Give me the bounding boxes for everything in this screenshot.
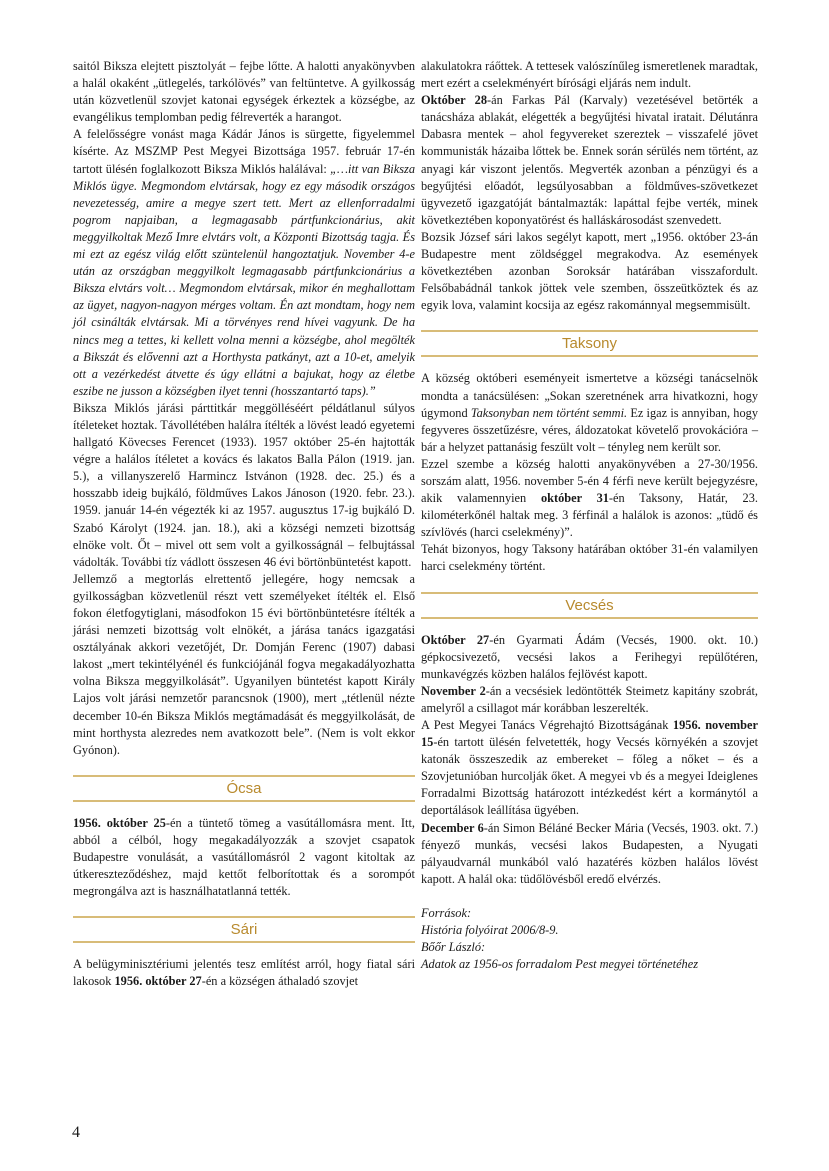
divider [73,941,415,943]
right-column [421,58,758,973]
paragraph-ocsa [73,815,415,900]
paragraph [421,632,758,683]
left-column [73,58,415,991]
section-header-vecses [421,592,758,619]
section-header-ocsa [73,775,415,802]
sources-block [421,905,758,973]
paragraph [421,456,758,541]
paragraph-text: -án Farkas Pál (Karvaly) vezetésével betörték a tanácsháza ablakát, elégették a begyűjtési hivatal iratait. Délutánra Dabasra mentek – ahol fegyvereket szereztek – visszafelé jövet kommunisták házaiba lőttek be. Ennek során sérülés nem történt, az anyagi kár viszont jelentős. Megverték azonban a pénzügyi és a begyűjtési előadót, legsúlyosabban a földműves-szövetkezet ügyvezető igazgatóját bántalmazták: lapáttal fejbe verték, minek következtében koponyatörést és halláskárosodást szenvedett. [421,93,758,227]
paragraph-text: A község októberi eseményeit ismertetve a községi tanácselnök mondta a tanácsülésen: „Sokan szeretnének arra hivatkozni, hogy úgymond [421,371,758,420]
paragraph-text: -én a tüntető tömeg a vasútállomásra ment. Itt, abból a célból, hogy megakadályozzák a szovjet csapatok Budapestre vonulását, a vasútállomásról 2 vagont kitoltak az útkereszteződéshez, majd kettőt felborítottak és a sorompót megrongálva azt is használhatatlanná tették. [73,815,415,899]
sources-label: Források: [421,905,472,920]
paragraph [421,820,758,888]
section-title: Ócsa [226,779,262,797]
paragraph-sari [73,956,415,990]
section-title: Sári [230,921,258,939]
divider [421,617,758,619]
paragraph-text: -án a vecsésiek ledöntötték Steimetz kapitány szobrát, amelyről a csillagot már korábban leszerelték. [421,683,758,715]
paragraph-kadar [73,126,415,400]
section-title: Taksony [561,335,618,353]
source-item: Bőőr László: [421,940,486,955]
section-header-sari [73,916,415,943]
paragraph-text: -én Taksony, Határ, 23. kilométerkőnél haltak meg. 3 férfinál a halálok is azonos: „tüdő és szívlövés (harci cselekmény)”. [421,491,758,540]
date-highlight: 1956. október 25 [73,815,166,830]
date-highlight: December 6 [421,820,484,835]
paragraph: Jellemző a megtorlás elrettentő jellegére, hogy nemcsak a gyilkosságban közvetlenül részt vett személyeket ítélték el. Első fokon életfogytiglani, másodfokon 15 évi börtönbüntetésre ítélték a járási nemzeti bizottság volt elnökét, a járása tanács igazgatási osztályának akkori vezetőjét, Dr. Domján Ferenc (1907) dabasi lakost „mert tekintélyénél és funkciójánál fogva megakadályozhatta volna Biksza meggyilkolását”. Ugyanilyen büntetést kapott Király Lajos volt járási nemzetőr parancsnok (1900), mert „tétlenül nézte december 10-én Biksza Miklós megtámadását és meggyilkolását, de mint horthysta alezredes nem avatkozott bele”. (Nem is volt ekkor Gyónon). [73,571,415,757]
paragraph: Biksza Miklós járási párttitkár meggölléséért példátlanul súlyos ítéleteket hoztak. Távollétében halálra ítélték a lövést leadó egyetemi hallgató Kövecses Ferencet (1933). 1957 október 25-én hajtották végre a halálos ítéletet a kovács és lakatos Balla Pálon (1919. jan. 5.), a villanyszerelő Harmincz Istvánon (1928. dec. 25.) és a hosszabb ideig bujkáló, földműves Lakos Jánoson (1920. febr. 23.). 1959. január 14-én végezték ki az 1957. augusztus 17-ig bujkáló D. Szabó Károlyt (1924. jan. 18.), aki a községi nemzeti bizottság elnöke volt. Őt – mivel ott sem volt a gyilkosságnál – felbujtással vádolták. További tíz vádlott összesen 46 évi börtönbüntetést kapott. [73,400,415,569]
paragraph [421,683,758,717]
party-meeting-quote: „…itt van Biksza Miklós ügye. Megmondom elvtársak, hogy ez egy második országos nevezetesség, amire a megye szert tett. Mert az ellenforradalmi pogrom napjaiban, a legmagasabb pártfunkcionárius, akit meggyilkoltak Mező Imre elvtárs volt, a Központi Bizottság tagja. És mi ezt az egész világ előtt szüntelenül hangoztatjuk. November 4-e után az országban meggyilkolt legmagasabb pártfunkcionárius a Biksza elvtárs volt… Megmondom elvtársak, mikor én meghallottam az ügyet, nagyon-nagyon mérges voltam. Én azt mondtam, hogy nem jól csinálták elvtársak. Mi a törvényes rend hívei vagyunk. De ha nincs meg a tettes, ki kellett volna menni a községbe, ahol megölték a Bikszát és elővenni azt a Horthysta patkányt, azt a 10-et, amelyik ott a vezérkedést átvette és úgy ellátni a bajukat, hogy az életbe eszibe ne jusson a községben ilyet tenni (hosszantartó taps).” [73,161,415,398]
date-highlight: október 31 [540,491,609,506]
divider [421,355,758,357]
paragraph: Bozsik József sári lakos segélyt kapott, mert „1956. október 23-án Budapestre ment zöldséggel megrakodva. Az események következtében azonban Soroksár határában visszafordult. Felsőbabádnál tankok jöttek vele szemben, összeütköztek és az egyik lova, valamint kocsija az egész rakománnyal megsemmisült. [421,229,758,313]
italic-phrase: Taksonyban nem történt semmi. [470,405,628,420]
paragraph [421,370,758,455]
paragraph [421,92,758,229]
section-title: Vecsés [565,596,614,614]
paragraph-text: Ezzel szembe a község halotti anyakönyvében a 27-30/1956. sorszám alatt, 1956. november 5-én 4 férfi neve került bejegyzésre, akik valamennyien [421,456,758,506]
paragraph [421,717,758,820]
paragraph-text: A belügyminisztériumi jelentés tesz említést arról, hogy fiatal sári lakosok [73,957,415,989]
paragraph-text: -én Gyarmati Ádám (Vecsés, 1900. okt. 10.) gépkocsivezető, vecsési lakos a Ferihegyi repülőtéren, munkavégzés közben halálos fejlövést kapott. [421,632,758,681]
paragraph-text: Ez igaz is annyiban, hogy fegyveres összetűzésre, véres, áldozatokat követelő provokációra – bár a helyzet pattanásig feszült volt – tényleg nem került sor. [421,405,758,454]
paragraph-text: -én tartott ülésén felvetették, hogy Vecsés környékén a szovjet katonák összeszedik az embereket – főleg a nőket – és a Szovjetunióban hurcolják őket. A megyei vb és a megyei Ideiglenes Forradalmi Bizottság határozott intézkedést kért a kormánytól a deportálások leállítása ügyében. [421,735,758,818]
paragraph-text: -án Simon Béláné Becker Mária (Vecsés, 1903. okt. 7.) fényező munkás, vecsési lakos Budapesten, a Nyugati pályaudvarnál munkából való hazatérés közben halálos lövést kapott. A halál oka: tüdőlövésből eredő elvérzés. [421,820,758,886]
paragraph-text: -én a községen áthaladó szovjet [201,974,359,989]
paragraph-intro: A felelősségre vonást maga Kádár János is sürgette, figyelemmel kísérte. Az MSZMP Pest Megyei Bizottsága 1957. február 17-én tartott ülésén foglalkozott Biksza Miklós halálával: [73,127,415,176]
date-highlight: 1956. október 27 [114,974,202,989]
divider [73,800,415,802]
date-highlight: November 2 [421,683,486,698]
date-highlight: 1956. november 15 [421,718,758,750]
paragraph: saitól Biksza elejtett pisztolyát – fejbe lőtte. A halotti anyakönyvben a halál okaként „ütlegelés, tarkólövés” van feltüntetve. A gyilkosság után közvetlenül szovjet katonai egységek érkeztek a községbe, az evangélikus templomban pedig félreverték a harangot. [73,59,415,125]
section-header-taksony [421,330,758,357]
date-highlight: Október 27 [421,632,490,647]
source-item: História folyóirat 2006/8-9. [421,923,559,938]
paragraph: alakulatokra ráőttek. A tettesek valószínűleg ismeretlenek maradtak, mert ezért a cselekményért bírósági eljárás nem indult. [421,59,758,91]
page-number: 4 [72,1124,80,1141]
paragraph: Tehát bizonyos, hogy Taksony határában október 31-én valamilyen harci cselekmény történt. [421,542,758,574]
source-item: Adatok az 1956-os forradalom Pest megyei történetéhez [421,957,698,972]
paragraph-text: A Pest Megyei Tanács Végrehajtó Bizottságának [421,718,673,732]
date-highlight: Október 28 [421,93,487,108]
